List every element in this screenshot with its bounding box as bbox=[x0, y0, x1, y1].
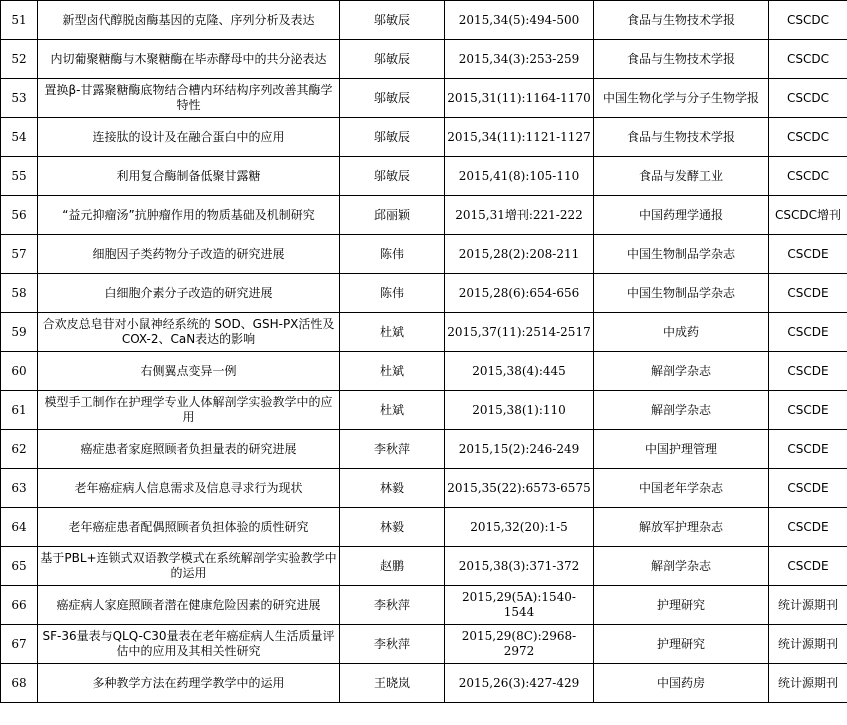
table-row bbox=[1, 313, 847, 352]
journal-cell: 解剖学杂志 bbox=[594, 391, 769, 430]
row-number-cell: 65 bbox=[1, 547, 38, 586]
table-row bbox=[1, 196, 847, 235]
table-row bbox=[1, 508, 847, 547]
author-cell: 杜斌 bbox=[340, 313, 445, 352]
table-row bbox=[1, 547, 847, 586]
citation-cell: 2015,28(2):208-211 bbox=[445, 235, 594, 274]
author-cell: 赵鹏 bbox=[340, 547, 445, 586]
title-cell: “益元抑瘤汤”抗肿瘤作用的物质基础及机制研究 bbox=[38, 196, 340, 235]
author-cell: 李秋萍 bbox=[340, 586, 445, 625]
author-cell: 林毅 bbox=[340, 508, 445, 547]
index-cell: 统计源期刊 bbox=[769, 586, 847, 625]
table-row bbox=[1, 79, 847, 118]
index-cell: CSCDE bbox=[769, 508, 847, 547]
index-cell: CSCDC增刊 bbox=[769, 196, 847, 235]
index-cell: CSCDE bbox=[769, 352, 847, 391]
row-number-cell: 52 bbox=[1, 40, 38, 79]
citation-cell: 2015,34(3):253-259 bbox=[445, 40, 594, 79]
title-cell: 新型卤代醇脱卤酶基因的克隆、序列分析及表达 bbox=[38, 1, 340, 40]
title-cell: 利用复合酶制备低聚甘露糖 bbox=[38, 157, 340, 196]
title-cell: 细胞因子类药物分子改造的研究进展 bbox=[38, 235, 340, 274]
table-row bbox=[1, 157, 847, 196]
row-number-cell: 68 bbox=[1, 664, 38, 703]
title-cell: 连接肽的设计及在融合蛋白中的应用 bbox=[38, 118, 340, 157]
citation-cell: 2015,28(6):654-656 bbox=[445, 274, 594, 313]
title-cell: 右侧翼点变异一例 bbox=[38, 352, 340, 391]
citation-cell: 2015,29(8C):2968-2972 bbox=[445, 625, 594, 664]
author-cell: 邬敏辰 bbox=[340, 1, 445, 40]
journal-cell: 中成药 bbox=[594, 313, 769, 352]
journal-cell: 食品与生物技术学报 bbox=[594, 1, 769, 40]
index-cell: CSCDE bbox=[769, 547, 847, 586]
table-body bbox=[1, 1, 847, 703]
index-cell: 统计源期刊 bbox=[769, 664, 847, 703]
table-row bbox=[1, 469, 847, 508]
author-cell: 李秋萍 bbox=[340, 625, 445, 664]
row-number-cell: 67 bbox=[1, 625, 38, 664]
table-row bbox=[1, 274, 847, 313]
row-number-cell: 57 bbox=[1, 235, 38, 274]
table-row bbox=[1, 352, 847, 391]
table-row bbox=[1, 235, 847, 274]
table-row bbox=[1, 586, 847, 625]
journal-cell: 食品与发酵工业 bbox=[594, 157, 769, 196]
title-cell: 置换β-甘露聚糖酶底物结合槽内环结构序列改善其酶学特性 bbox=[38, 79, 340, 118]
author-cell: 邬敏辰 bbox=[340, 157, 445, 196]
row-number-cell: 55 bbox=[1, 157, 38, 196]
journal-cell: 中国护理管理 bbox=[594, 430, 769, 469]
citation-cell: 2015,38(3):371-372 bbox=[445, 547, 594, 586]
title-cell: 内切葡聚糖酶与木聚糖酶在毕赤酵母中的共分泌表达 bbox=[38, 40, 340, 79]
row-number-cell: 56 bbox=[1, 196, 38, 235]
citation-cell: 2015,34(11):1121-1127 bbox=[445, 118, 594, 157]
row-number-cell: 60 bbox=[1, 352, 38, 391]
author-cell: 邱丽颖 bbox=[340, 196, 445, 235]
table-row bbox=[1, 664, 847, 703]
journal-cell: 解剖学杂志 bbox=[594, 352, 769, 391]
index-cell: CSCDE bbox=[769, 430, 847, 469]
journal-cell: 中国老年学杂志 bbox=[594, 469, 769, 508]
title-cell: 模型手工制作在护理学专业人体解剖学实验教学中的应用 bbox=[38, 391, 340, 430]
index-cell: CSCDE bbox=[769, 274, 847, 313]
title-cell: 多种教学方法在药理学教学中的运用 bbox=[38, 664, 340, 703]
journal-cell: 中国生物制品学杂志 bbox=[594, 274, 769, 313]
journal-cell: 护理研究 bbox=[594, 625, 769, 664]
row-number-cell: 58 bbox=[1, 274, 38, 313]
index-cell: CSCDE bbox=[769, 391, 847, 430]
title-cell: 基于PBL+连锁式双语教学模式在系统解剖学实验教学中的运用 bbox=[38, 547, 340, 586]
author-cell: 杜斌 bbox=[340, 352, 445, 391]
row-number-cell: 62 bbox=[1, 430, 38, 469]
citation-cell: 2015,31(11):1164-1170 bbox=[445, 79, 594, 118]
author-cell: 李秋萍 bbox=[340, 430, 445, 469]
table-row bbox=[1, 391, 847, 430]
citation-cell: 2015,41(8):105-110 bbox=[445, 157, 594, 196]
journal-cell: 食品与生物技术学报 bbox=[594, 40, 769, 79]
title-cell: SF-36量表与QLQ-C30量表在老年癌症病人生活质量评估中的应用及其相关性研究 bbox=[38, 625, 340, 664]
journal-cell: 食品与生物技术学报 bbox=[594, 118, 769, 157]
citation-cell: 2015,31增刊:221-222 bbox=[445, 196, 594, 235]
index-cell: CSCDC bbox=[769, 1, 847, 40]
citation-cell: 2015,38(1):110 bbox=[445, 391, 594, 430]
title-cell: 癌症病人家庭照顾者潜在健康危险因素的研究进展 bbox=[38, 586, 340, 625]
author-cell: 陈伟 bbox=[340, 274, 445, 313]
row-number-cell: 61 bbox=[1, 391, 38, 430]
row-number-cell: 53 bbox=[1, 79, 38, 118]
index-cell: CSCDC bbox=[769, 40, 847, 79]
title-cell: 癌症患者家庭照顾者负担量表的研究进展 bbox=[38, 430, 340, 469]
index-cell: CSCDE bbox=[769, 235, 847, 274]
author-cell: 邬敏辰 bbox=[340, 118, 445, 157]
index-cell: CSCDE bbox=[769, 469, 847, 508]
journal-cell: 中国药房 bbox=[594, 664, 769, 703]
index-cell: 统计源期刊 bbox=[769, 625, 847, 664]
table-row bbox=[1, 625, 847, 664]
citation-cell: 2015,35(22):6573-6575 bbox=[445, 469, 594, 508]
citation-cell: 2015,38(4):445 bbox=[445, 352, 594, 391]
table-row bbox=[1, 40, 847, 79]
journal-cell: 护理研究 bbox=[594, 586, 769, 625]
index-cell: CSCDC bbox=[769, 118, 847, 157]
index-cell: CSCDE bbox=[769, 313, 847, 352]
title-cell: 老年癌症病人信息需求及信息寻求行为现状 bbox=[38, 469, 340, 508]
table-row bbox=[1, 1, 847, 40]
title-cell: 合欢皮总皂苷对小鼠神经系统的 SOD、GSH-PX活性及 COX-2、CaN表达的影响 bbox=[38, 313, 340, 352]
citation-cell: 2015,29(5A):1540-1544 bbox=[445, 586, 594, 625]
citation-cell: 2015,34(5):494-500 bbox=[445, 1, 594, 40]
index-cell: CSCDC bbox=[769, 157, 847, 196]
table-row bbox=[1, 430, 847, 469]
row-number-cell: 66 bbox=[1, 586, 38, 625]
citation-cell: 2015,32(20):1-5 bbox=[445, 508, 594, 547]
row-number-cell: 64 bbox=[1, 508, 38, 547]
index-cell: CSCDC bbox=[769, 79, 847, 118]
citation-cell: 2015,15(2):246-249 bbox=[445, 430, 594, 469]
table-row bbox=[1, 118, 847, 157]
row-number-cell: 51 bbox=[1, 1, 38, 40]
author-cell: 杜斌 bbox=[340, 391, 445, 430]
author-cell: 林毅 bbox=[340, 469, 445, 508]
journal-cell: 解剖学杂志 bbox=[594, 547, 769, 586]
journal-cell: 解放军护理杂志 bbox=[594, 508, 769, 547]
journal-cell: 中国药理学通报 bbox=[594, 196, 769, 235]
journal-cell: 中国生物化学与分子生物学报 bbox=[594, 79, 769, 118]
author-cell: 王晓岚 bbox=[340, 664, 445, 703]
row-number-cell: 59 bbox=[1, 313, 38, 352]
author-cell: 邬敏辰 bbox=[340, 40, 445, 79]
row-number-cell: 54 bbox=[1, 118, 38, 157]
row-number-cell: 63 bbox=[1, 469, 38, 508]
title-cell: 白细胞介素分子改造的研究进展 bbox=[38, 274, 340, 313]
citation-cell: 2015,37(11):2514-2517 bbox=[445, 313, 594, 352]
author-cell: 邬敏辰 bbox=[340, 79, 445, 118]
title-cell: 老年癌症患者配偶照顾者负担体验的质性研究 bbox=[38, 508, 340, 547]
author-cell: 陈伟 bbox=[340, 235, 445, 274]
journal-cell: 中国生物制品学杂志 bbox=[594, 235, 769, 274]
citation-cell: 2015,26(3):427-429 bbox=[445, 664, 594, 703]
